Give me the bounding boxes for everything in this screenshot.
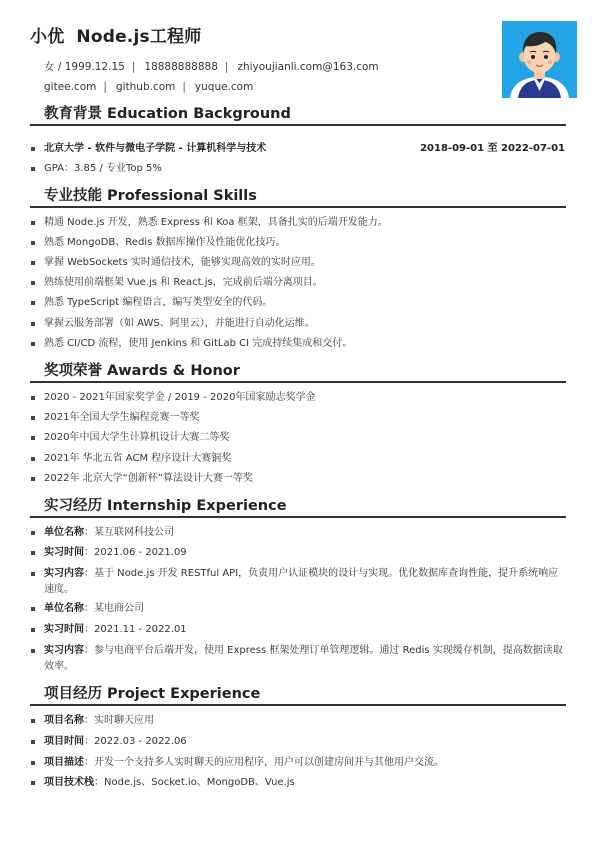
separator: | — [103, 81, 107, 93]
field-value: ：2021.11 - 2022.01 — [84, 624, 187, 635]
bullet-icon — [31, 241, 35, 245]
list-item — [30, 545, 565, 561]
link-gitee[interactable]: gitee.com — [44, 81, 97, 93]
list-item — [30, 410, 565, 426]
list-item — [30, 734, 565, 750]
bullet-icon — [31, 147, 35, 151]
field-value: ：参与电商平台后端开发，使用 Express 框架处理订单管理逻辑。通过 Redis 实现缓存机制，提高数据读取效率。 — [44, 645, 563, 672]
avatar-illustration-icon — [502, 21, 577, 98]
skill-text: 掌握云服务部署（如 AWS、阿里云），并能进行自动化运维。 — [44, 318, 315, 329]
bullet-icon — [31, 719, 35, 723]
skill-text: 精通 Node.js 开发，熟悉 Express 和 Koa 框架，具备扎实的后端开发能力。 — [44, 217, 388, 228]
gender-birth: 女 / 1999.12.15 — [44, 61, 125, 73]
avatar — [502, 21, 577, 98]
list-item — [30, 755, 565, 771]
education-school: 北京大学 - 软件与微电子学院 - 计算机科学与技术 — [44, 143, 267, 154]
candidate-name: 小优 — [30, 27, 65, 47]
bullet-icon — [31, 301, 35, 305]
field-value: ：2021.06 - 2021.09 — [84, 547, 187, 558]
section-title-project: 项目经历 Project Experience — [44, 686, 261, 702]
skill-text: 熟悉 MongoDB、Redis 数据库操作及性能优化技巧。 — [44, 237, 286, 248]
award-text: 2020 - 2021年国家奖学金 / 2019 - 2020年国家励志奖学金 — [44, 392, 316, 403]
field-label: 项目名称 — [44, 715, 84, 726]
bullet-icon — [31, 342, 35, 346]
contact-line-1 — [44, 59, 379, 74]
email-address: zhiyoujianli.com@163.com — [237, 61, 379, 73]
bullet-icon — [31, 607, 35, 611]
phone-number: 18888888888 — [144, 61, 218, 73]
education-gpa: GPA：3.85 / 专业Top 5% — [44, 163, 162, 174]
list-item — [30, 775, 565, 791]
section-title-internship: 实习经历 Internship Experience — [44, 498, 287, 514]
bullet-icon — [31, 261, 35, 265]
bullet-icon — [31, 477, 35, 481]
bullet-icon — [31, 416, 35, 420]
separator: | — [224, 61, 229, 73]
list-item — [30, 471, 565, 487]
field-label: 单位名称 — [44, 527, 84, 538]
list-item — [30, 643, 565, 675]
list-item — [30, 215, 565, 231]
bullet-icon — [31, 781, 35, 785]
field-label: 实习内容 — [44, 645, 84, 656]
bullet-icon — [31, 396, 35, 400]
list-item — [30, 601, 565, 617]
education-gpa-row — [30, 161, 565, 177]
list-item — [30, 336, 565, 352]
contact-line-2 — [44, 81, 253, 93]
field-label: 项目技术栈 — [44, 777, 94, 788]
field-label: 项目描述 — [44, 757, 84, 768]
bullet-icon — [31, 457, 35, 461]
field-value: ：开发一个支持多人实时聊天的应用程序，用户可以创建房间并与其他用户交流。 — [84, 757, 444, 768]
field-label: 项目时间 — [44, 736, 84, 747]
field-value: ：基于 Node.js 开发 RESTful API，负责用户认证模块的设计与实现。优化数据库查询性能，提升系统响应速度。 — [44, 568, 559, 595]
list-item — [30, 316, 565, 332]
resume-header-name — [30, 22, 201, 47]
bullet-icon — [31, 572, 35, 576]
bullet-icon — [31, 551, 35, 555]
separator: | — [131, 61, 136, 73]
section-divider — [30, 381, 566, 383]
field-value: ：某电商公司 — [84, 603, 144, 614]
bullet-icon — [31, 167, 35, 171]
list-item — [30, 235, 565, 251]
bullet-icon — [31, 221, 35, 225]
field-label: 实习内容 — [44, 568, 84, 579]
list-item — [30, 566, 565, 598]
skill-text: 熟悉 CI/CD 流程，使用 Jenkins 和 GitLab CI 完成持续集成和交付。 — [44, 338, 353, 349]
section-divider — [30, 704, 566, 706]
bullet-icon — [31, 531, 35, 535]
section-divider — [30, 206, 566, 208]
list-item — [30, 275, 565, 291]
field-value: ：2022.03 - 2022.06 — [84, 736, 187, 747]
list-item — [30, 622, 565, 638]
section-title-skills: 专业技能 Professional Skills — [44, 188, 257, 204]
field-label: 单位名称 — [44, 603, 84, 614]
bullet-icon — [31, 281, 35, 285]
award-text: 2022年 北京大学“创新杯”算法设计大赛一等奖 — [44, 473, 253, 484]
link-github[interactable]: github.com — [115, 81, 176, 93]
skill-text: 熟练使用前端框架 Vue.js 和 React.js，完成前后端分离项目。 — [44, 277, 323, 288]
list-item — [30, 295, 565, 311]
bullet-icon — [31, 761, 35, 765]
link-yuque[interactable]: yuque.com — [194, 81, 254, 93]
list-item — [30, 255, 565, 271]
field-label: 实习时间 — [44, 547, 84, 558]
section-divider — [30, 124, 566, 126]
field-value: ：实时聊天应用 — [84, 715, 154, 726]
skill-text: 熟悉 TypeScript 编程语言，编写类型安全的代码。 — [44, 297, 273, 308]
award-text: 2020年中国大学生计算机设计大赛二等奖 — [44, 432, 230, 443]
bullet-icon — [31, 322, 35, 326]
field-value: ：Node.js、Socket.io、MongoDB、Vue.js — [94, 777, 295, 788]
job-title: Node.js工程师 — [76, 27, 202, 47]
award-text: 2021年 华北五省 ACM 程序设计大赛铜奖 — [44, 453, 232, 464]
section-divider — [30, 516, 566, 518]
section-title-awards: 奖项荣誉 Awards & Honor — [44, 363, 240, 379]
skill-text: 掌握 WebSockets 实时通信技术，能够实现高效的实时应用。 — [44, 257, 321, 268]
award-text: 2021年全国大学生编程竞赛一等奖 — [44, 412, 200, 423]
education-school-row — [30, 141, 565, 157]
list-item — [30, 451, 565, 467]
field-label: 实习时间 — [44, 624, 84, 635]
section-title-education: 教育背景 Education Background — [44, 106, 291, 122]
separator: | — [182, 81, 186, 93]
list-item — [30, 430, 565, 446]
bullet-icon — [31, 649, 35, 653]
bullet-icon — [31, 628, 35, 632]
bullet-icon — [31, 436, 35, 440]
list-item — [30, 525, 565, 541]
list-item — [30, 713, 565, 729]
field-value: ：某互联网科技公司 — [84, 527, 174, 538]
education-period: 2018-09-01 至 2022-07-01 — [420, 143, 565, 154]
list-item — [30, 390, 565, 406]
bullet-icon — [31, 740, 35, 744]
